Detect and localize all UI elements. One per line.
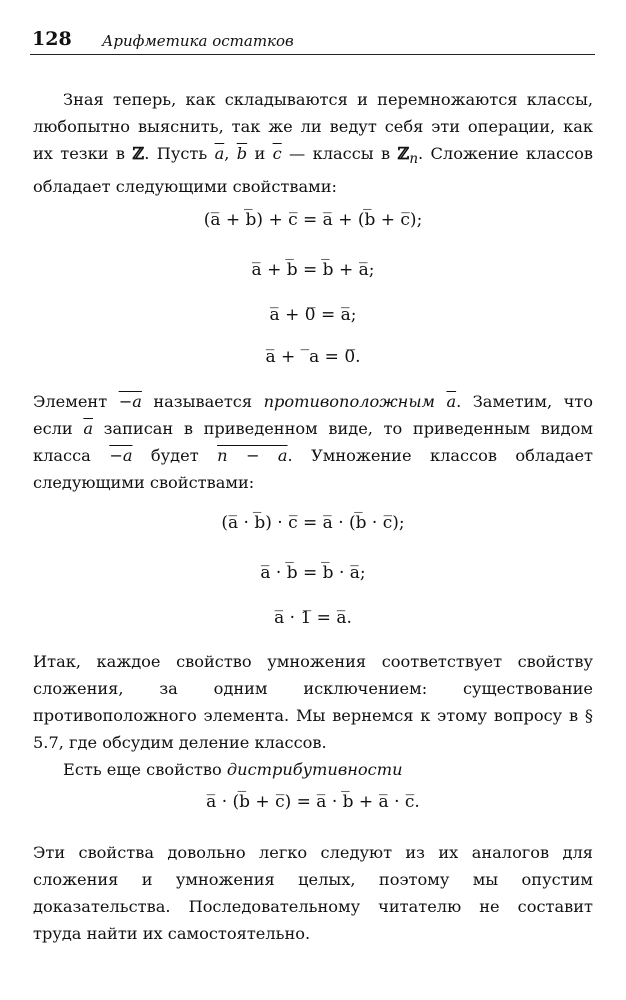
class-neg-a: −a [109, 446, 133, 465]
residue-ring-symbol: ℤ [397, 144, 410, 163]
equation-associativity-add: (a̅ + b̅) + c̅ = a̅ + (b̅ + c̅); [203, 210, 423, 230]
equation-associativity-mul: (a̅ · b̅) · c̅ = a̅ · (b̅ · c̅); [221, 513, 405, 533]
class-a: $\overline{a}$ [83, 419, 94, 438]
negation-text-5: будет [132, 446, 218, 465]
conjunction: и [247, 144, 273, 163]
running-title: Арифметика остатков [102, 32, 294, 50]
equation-commutativity-mul: a̅ · b̅ = b̅ · a̅; [260, 563, 366, 583]
class-a: $\overline{a}$ [214, 144, 225, 163]
class-n-minus-a: n − a [217, 446, 288, 465]
equation-negation: a̅ + ‾a = 0̅. [265, 347, 361, 367]
intro-text-1: Зная теперь, как складываются и перемножаются классы, любопытно выяснить, так же ли ведут себя эти операции, как их тезки в [33, 90, 593, 163]
paragraph-intro [33, 86, 593, 200]
negation-text-1: Элемент [33, 392, 119, 411]
term-distributivity: дистрибутивности [226, 760, 403, 779]
class-neg-a: −a [118, 392, 142, 411]
intro-text-2: . Пусть [144, 144, 215, 163]
negation-text-3: . Заметим, что если [33, 392, 593, 438]
equation-zero: a̅ + 0̅ = a̅; [269, 305, 357, 325]
equation-unit: a̅ · 1̅ = a̅. [274, 608, 352, 628]
summary-text: Итак, каждое свойство умножения соответствует свойству сложения, за одним исключением: существование противоположного элемента. Мы вернемся к этому вопросу в § 5.7, где обсудим деление классов. [33, 652, 593, 752]
intro-text-3: — классы в [281, 144, 398, 163]
negation-text-2: называется [141, 392, 264, 411]
term-opposite: противоположным [263, 392, 435, 411]
equation-distributivity: a̅ · (b̅ + c̅) = a̅ · b̅ + a̅ · c̅. [206, 792, 420, 812]
residue-ring-subscript: n [409, 151, 419, 168]
paragraph-conclusion [33, 839, 593, 947]
negation-text-4: записан в приведенном виде, то приведенным видом класса [33, 419, 593, 465]
paragraph-negation [33, 388, 593, 496]
equation-commutativity-add: a̅ + b̅ = b̅ + a̅; [251, 260, 375, 280]
conclusion-text: Эти свойства довольно легко следуют из их аналогов для сложения и умножения целых, поэтому мы опустим доказательства. Последовательному читателю не составит труда найти их самостоятельно. [33, 843, 593, 943]
intro-text-4: . Сложение классов обладает следующими свойствами: [33, 144, 593, 197]
negation-text-6: . Умножение классов обладает следующими свойствами: [33, 446, 593, 492]
comma: , [224, 144, 237, 163]
distributivity-text: Есть еще свойство [63, 760, 227, 779]
class-c: $\overline{c}$ [272, 144, 282, 163]
page-number: 128 [32, 28, 72, 50]
class-b: $\overline{b}$ [236, 144, 248, 163]
paragraph-distributivity [33, 756, 593, 783]
page-header [30, 28, 595, 55]
space [435, 392, 446, 411]
paragraph-summary [33, 648, 593, 756]
integers-symbol: ℤ [132, 144, 145, 163]
class-a: $\overline{a}$ [446, 392, 457, 411]
